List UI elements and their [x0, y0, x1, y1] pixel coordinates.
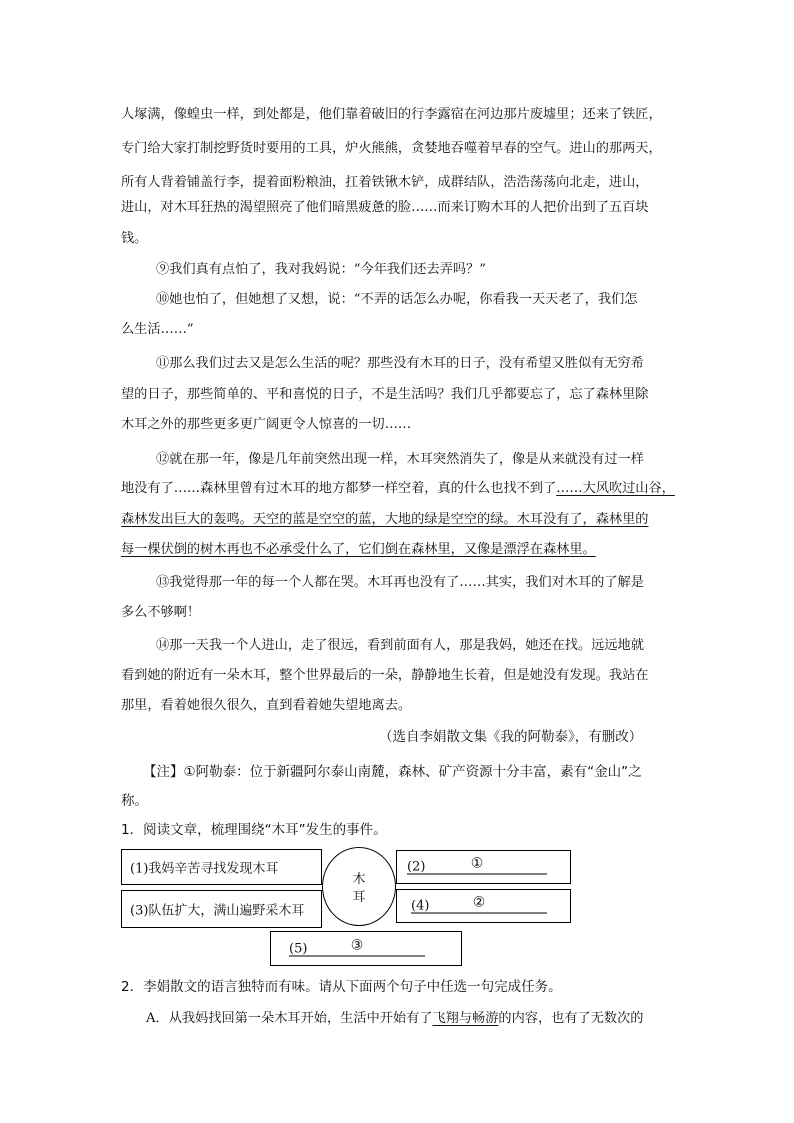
paragraph-8-line: 人塚满，像蝗虫一样，到处都是，他们靠着破旧的行李露宿在河边那片废墟里；还来了铁匠，	[121, 107, 662, 122]
paragraph-8-line: 进山，对木耳狂热的渴望照亮了他们暗黑疲惫的脸……而来订购木耳的人把价出到了五百块	[121, 200, 649, 215]
paragraph-8-line: 所有人背着铺盖行李，提着面粉粮油，扛着铁锹木铲，成群结队，浩浩荡荡向北走，进山，	[121, 175, 649, 190]
underlined-sentence: 每一棵伏倒的树木再也不必承受什么了，它们倒在森林里，又像是漂浮在森林里。	[121, 542, 596, 557]
blank-marker-2: ②	[472, 894, 486, 911]
paragraph-12-line	[121, 479, 675, 499]
option-a-underlined: 飞翔与畅游	[432, 1011, 499, 1026]
event-box-3-text: (3)队伍扩大，满山遍野采木耳	[130, 903, 305, 919]
event-box-1	[121, 849, 322, 885]
blank-marker-1: ①	[470, 855, 484, 872]
option-a-text-end: 的内容，也有了无数次的	[498, 1011, 644, 1026]
paragraph-12-line: ⑫就在那一年，像是几年前突然出现一样，木耳突然消失了，像是从来就没有过一样	[156, 452, 644, 467]
paragraph-10-line: ⑩她也怕了，但她想了又想，说：“不弄的话怎么办呢，你看我一天天老了，我们怎	[156, 292, 638, 307]
paragraph-14-line: ⑭那一天我一个人进山，走了很远，看到前面有人，那是我妈，她还在找。远远地就	[156, 638, 644, 653]
event-box-1-text: (1)我妈辛苦寻找发现木耳	[130, 861, 279, 877]
paragraph-13-line: 多么不够啊！	[121, 605, 201, 620]
paragraph-12-text: 地没有了……森林里曾有过木耳的地方都梦一样空着，真的什么也找不到了	[121, 481, 557, 496]
paragraph-8-line: 专门给大家打制挖野货时要用的工具，炉火熊熊，贪婪地吞噬着早春的空气。进山的那两天，	[121, 141, 662, 156]
option-a-text: A．从我妈找回第一朵木耳开始，生活中开始有了	[146, 1011, 433, 1026]
event-box-3	[121, 890, 322, 928]
event-box-5-number: (5)	[289, 941, 308, 956]
question-2-prompt: 2．李娟散文的语言独特而有味。请从下面两个句子中任选一句完成任务。	[121, 979, 562, 995]
event-box-4	[396, 889, 571, 923]
underlined-sentence: 森林发出巨大的轰鸣。天空的蓝是空空的蓝，大地的绿是空空的绿。木耳没有了，森林里的	[121, 512, 649, 527]
paragraph-13-line: ⑬我觉得那一年的每一个人都在哭。木耳再也没有了……其实，我们对木耳的了解是	[156, 575, 644, 590]
source-citation: （选自李娟散文集《我的阿勒泰》，有删改）	[379, 729, 643, 745]
center-label-bottom: 耳	[352, 890, 366, 905]
answer-blank-2[interactable]	[411, 894, 547, 914]
event-box-5	[270, 931, 462, 966]
paragraph-14-line: 看到她的附近有一朵木耳，整个世界最后的一朵，静静地生长着，但是她没有发现。我站在	[121, 668, 649, 683]
annotation-note: 【注】①阿勒泰：位于新疆阿尔泰山南麓，森林、矿产资源十分丰富，素有“金山”之	[143, 764, 642, 780]
event-box-2-number: (2)	[407, 859, 426, 875]
paragraph-11-line: 木耳之外的那些更多更广阔更令人惊喜的一切……	[121, 417, 412, 432]
blank-marker-3: ③	[350, 937, 364, 953]
paragraph-10-line: 么生活……”	[121, 322, 194, 337]
paragraph-11-line: ⑪那么我们过去又是怎么生活的呢？那些没有木耳的日子，没有希望又胜似有无穷希	[156, 356, 644, 371]
answer-blank-1[interactable]	[407, 855, 547, 875]
paragraph-14-line: 那里，看着她很久很久，直到看着她失望地离去。	[121, 698, 412, 713]
answer-blank-3[interactable]	[289, 937, 425, 956]
question-1-prompt: 1．阅读文章，梳理围绕“木耳”发生的事件。	[121, 822, 387, 838]
event-box-4-number: (4)	[411, 898, 430, 914]
paragraph-11-line: 望的日子，那些简单的、平和喜悦的日子，不是生活吗？我们几乎都要忘了，忘了森林里除	[121, 387, 649, 402]
underlined-sentence: ……大风吹过山谷，	[556, 481, 675, 496]
event-box-2	[396, 850, 571, 884]
option-a	[146, 1009, 643, 1029]
center-label-top: 木	[352, 872, 366, 887]
paragraph-8-line: 钱。	[121, 231, 148, 246]
annotation-note: 称。	[121, 793, 148, 809]
center-circle	[322, 847, 396, 926]
paragraph-9: ⑨我们真有点怕了，我对我妈说：“今年我们还去弄吗？”	[156, 262, 486, 277]
